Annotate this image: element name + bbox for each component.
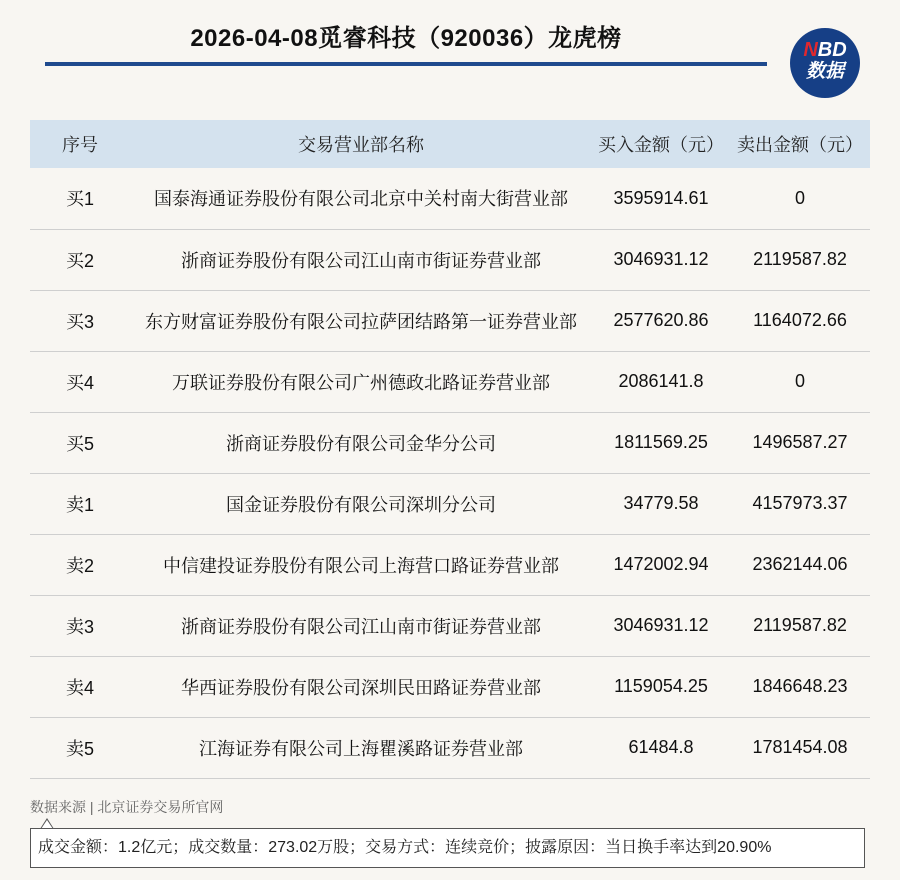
row-index: 卖3 — [30, 595, 130, 656]
row-branch-name: 浙商证券股份有限公司江山南市街证券营业部 — [130, 595, 592, 656]
row-buy-amount: 3595914.61 — [592, 168, 730, 229]
header-sell-amount: 卖出金额（元） — [737, 135, 863, 155]
row-sell-amount: 0 — [730, 168, 870, 229]
row-buy-amount: 1811569.25 — [592, 412, 730, 473]
logo-letters-bd: BD — [817, 39, 847, 61]
table-body — [30, 168, 870, 778]
table-row — [30, 168, 870, 229]
row-buy-amount: 61484.8 — [592, 717, 730, 778]
row-index: 卖5 — [30, 717, 130, 778]
logo-line1 — [790, 39, 860, 61]
row-index: 卖1 — [30, 473, 130, 534]
row-sell-amount: 2362144.06 — [730, 534, 870, 595]
row-sell-amount: 2119587.82 — [730, 595, 870, 656]
row-sell-amount: 1164072.66 — [730, 290, 870, 351]
row-buy-amount: 34779.58 — [592, 473, 730, 534]
table-row — [30, 595, 870, 656]
nbd-logo — [790, 28, 860, 98]
row-sell-amount: 1781454.08 — [730, 717, 870, 778]
data-source: 数据来源 | 北京证券交易所官网 — [30, 799, 224, 815]
row-buy-amount: 1472002.94 — [592, 534, 730, 595]
row-branch-name: 国金证券股份有限公司深圳分公司 — [130, 473, 592, 534]
row-index: 卖4 — [30, 656, 130, 717]
row-buy-amount: 3046931.12 — [592, 595, 730, 656]
row-branch-name: 浙商证券股份有限公司金华分公司 — [130, 412, 592, 473]
row-sell-amount: 1846648.23 — [730, 656, 870, 717]
row-sell-amount: 0 — [730, 351, 870, 412]
row-sell-amount: 2119587.82 — [730, 229, 870, 290]
table-row — [30, 534, 870, 595]
page-title: 2026-04-08觅睿科技（920036）龙虎榜 — [190, 25, 622, 52]
dragon-tiger-table — [30, 120, 870, 779]
header-branch-name: 交易营业部名称 — [298, 135, 424, 155]
row-index: 买4 — [30, 351, 130, 412]
row-branch-name: 中信建投证券股份有限公司上海营口路证券营业部 — [130, 534, 592, 595]
table-row — [30, 229, 870, 290]
row-buy-amount: 1159054.25 — [592, 656, 730, 717]
title-underline — [45, 62, 767, 66]
row-branch-name: 江海证券有限公司上海瞿溪路证券营业部 — [130, 717, 592, 778]
row-index: 卖2 — [30, 534, 130, 595]
row-buy-amount: 3046931.12 — [592, 229, 730, 290]
row-branch-name: 万联证券股份有限公司广州德政北路证券营业部 — [130, 351, 592, 412]
table-row — [30, 412, 870, 473]
table-header-row — [30, 120, 870, 168]
logo-line2: 数据 — [805, 61, 844, 82]
row-index: 买1 — [30, 168, 130, 229]
table-row — [30, 656, 870, 717]
table-row — [30, 290, 870, 351]
row-sell-amount: 1496587.27 — [730, 412, 870, 473]
logo-letter-n: N — [803, 39, 818, 61]
header-buy-amount: 买入金额（元） — [598, 135, 724, 155]
row-buy-amount: 2577620.86 — [592, 290, 730, 351]
row-branch-name: 国泰海通证券股份有限公司北京中关村南大街营业部 — [130, 168, 592, 229]
row-branch-name: 东方财富证券股份有限公司拉萨团结路第一证券营业部 — [130, 290, 592, 351]
row-index: 买3 — [30, 290, 130, 351]
row-sell-amount: 4157973.37 — [730, 473, 870, 534]
table-row — [30, 717, 870, 778]
table-row — [30, 351, 870, 412]
row-index: 买2 — [30, 229, 130, 290]
row-branch-name: 华西证券股份有限公司深圳民田路证券营业部 — [130, 656, 592, 717]
row-index: 买5 — [30, 412, 130, 473]
header-index: 序号 — [62, 135, 98, 155]
trade-summary: 成交金额：1.2亿元；成交数量：273.02万股；交易方式：连续竞价；披露原因：当日换手率达到20.90% — [30, 828, 865, 868]
row-buy-amount: 2086141.8 — [592, 351, 730, 412]
table-row — [30, 473, 870, 534]
row-branch-name: 浙商证券股份有限公司江山南市街证券营业部 — [130, 229, 592, 290]
